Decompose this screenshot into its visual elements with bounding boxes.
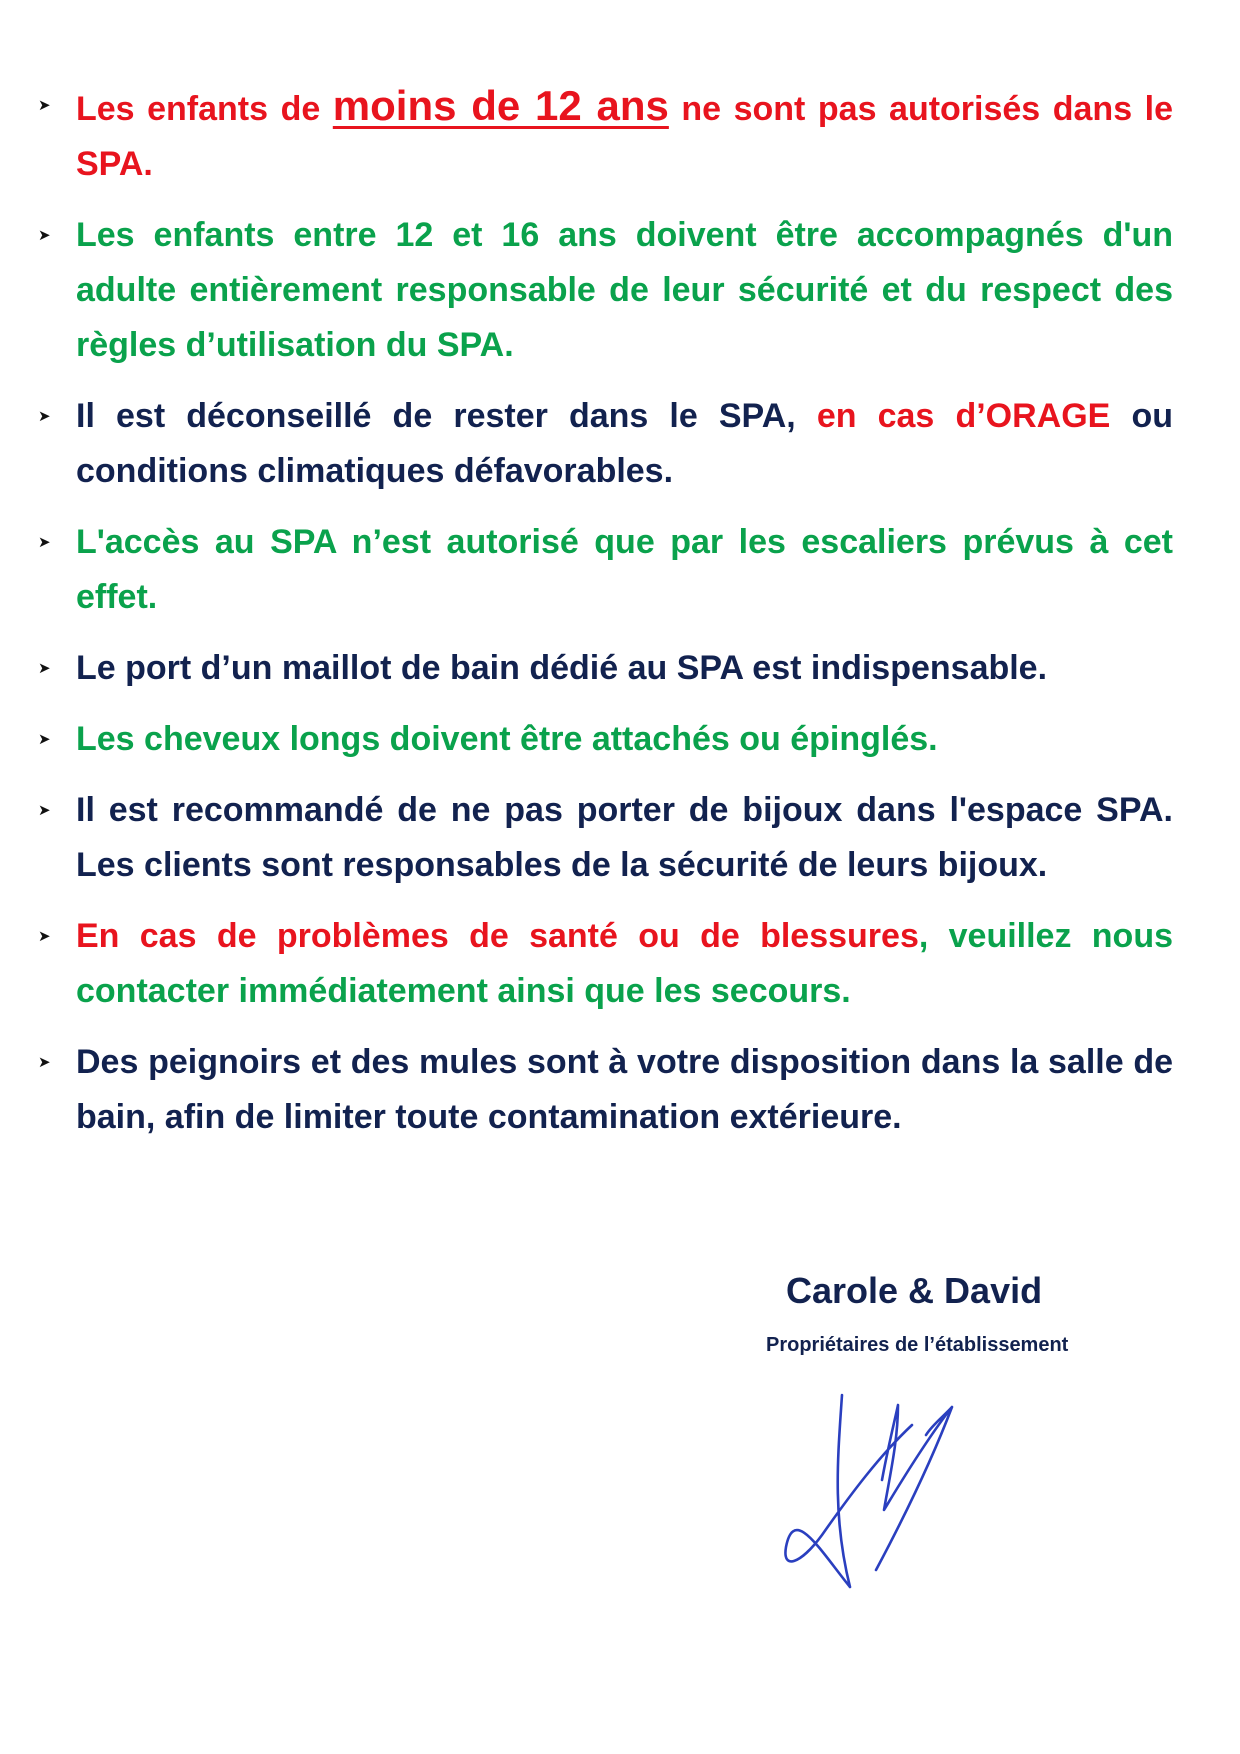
rule-text: ou conditions climatiques défavorables.: [76, 397, 1173, 490]
rule-item: [38, 1035, 1173, 1145]
rule-item: [38, 712, 1173, 767]
owners-role: Propriétaires de l’établissement: [766, 1334, 1069, 1356]
emphasized-text: moins de 12 ans: [332, 82, 669, 129]
rule-text: L'accès au SPA n’est autorisé que par les escaliers prévus à cet effet.: [76, 523, 1173, 616]
rule-text: Les enfants entre 12 et 16 ans doivent être accompagnés d'un adulte entièrement responsable de leur sécurité et du respect des règles d’utilisation du SPA.: [76, 216, 1173, 364]
rule-text: Les enfants de: [76, 90, 333, 128]
rule-item: [38, 909, 1173, 1019]
arrowhead-bullet-icon: ➤: [38, 660, 51, 677]
rule-text: en cas d’ORAGE: [816, 397, 1111, 435]
arrowhead-bullet-icon: ➤: [38, 1054, 51, 1071]
arrowhead-bullet-icon: ➤: [38, 802, 51, 819]
rule-text: Des peignoirs et des mules sont à votre disposition dans la salle de bain, afin de limiter toute contamination extérieure.: [76, 1043, 1173, 1136]
rule-item: [38, 515, 1173, 625]
rule-text: Les cheveux longs doivent être attachés ou épinglés.: [76, 720, 938, 758]
rule-text: Il est recommandé de ne pas porter de bijoux dans l'espace SPA. Les clients sont responsables de la sécurité de leurs bijoux.: [76, 791, 1173, 884]
arrowhead-bullet-icon: ➤: [38, 408, 51, 425]
rule-text: ne sont pas autorisés dans le SPA.: [76, 90, 1173, 183]
rule-item: [38, 78, 1173, 192]
owners-name: Carole & David: [786, 1270, 1043, 1311]
rule-item: [38, 641, 1173, 696]
rule-text: Le port d’un maillot de bain dédié au SPA est indispensable.: [76, 649, 1048, 687]
arrowhead-bullet-icon: ➤: [38, 928, 51, 945]
handwritten-signature: [780, 1385, 1020, 1595]
arrowhead-bullet-icon: ➤: [38, 227, 51, 244]
rule-text: , veuillez nous contacter immédiatement ainsi que les secours.: [76, 917, 1174, 1010]
spa-rules-list: [38, 78, 1173, 1161]
rule-item: [38, 389, 1173, 499]
arrowhead-bullet-icon: ➤: [38, 534, 51, 551]
arrowhead-bullet-icon: ➤: [38, 731, 51, 748]
rule-text: Il est déconseillé de rester dans le SPA,: [76, 397, 817, 435]
rule-item: [38, 208, 1173, 373]
arrowhead-bullet-icon: ➤: [38, 97, 51, 114]
rule-item: [38, 783, 1173, 893]
rule-text: En cas de problèmes de santé ou de blessures: [76, 917, 919, 955]
